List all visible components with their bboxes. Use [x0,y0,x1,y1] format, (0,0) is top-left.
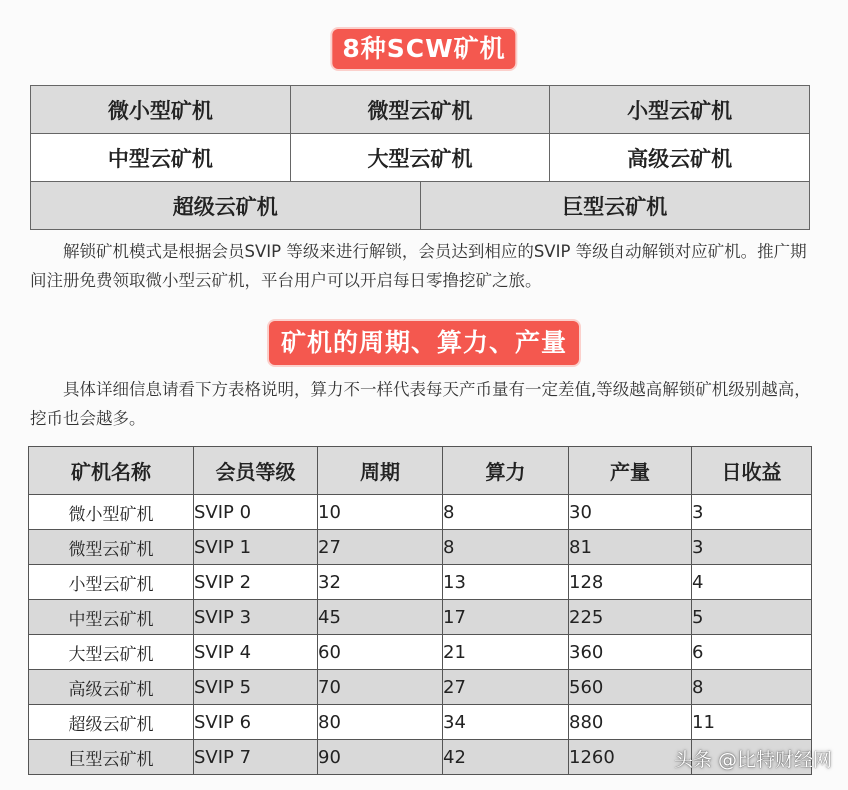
cell-daily-income: 6 [692,635,812,670]
cell-cycle: 60 [318,635,443,670]
cell-member-level: SVIP 1 [194,530,318,565]
cell-miner-name: 小型云矿机 [29,565,194,600]
grid-cell-giant: 巨型云矿机 [420,182,810,229]
cell-hashrate: 34 [443,705,569,740]
table-description: 具体详细信息请看下方表格说明，算力不一样代表每天产币量有一定差值,等级越高解锁矿机级别越高，挖币也会越多。 [30,380,811,428]
cell-hashrate: 17 [443,600,569,635]
header-member-level: 会员等级 [194,447,318,495]
cell-output: 560 [569,670,692,705]
cell-hashrate: 42 [443,740,569,775]
cell-output: 225 [569,600,692,635]
cell-hashrate: 13 [443,565,569,600]
cell-cycle: 70 [318,670,443,705]
table-row [29,670,812,705]
cell-daily-income: 4 [692,565,812,600]
cell-hashrate: 21 [443,635,569,670]
cell-hashrate: 27 [443,670,569,705]
cell-member-level: SVIP 5 [194,670,318,705]
cell-miner-name: 高级云矿机 [29,670,194,705]
cell-member-level: SVIP 2 [194,565,318,600]
grid-row-2 [31,133,809,181]
cell-member-level: SVIP 6 [194,705,318,740]
cell-member-level: SVIP 0 [194,495,318,530]
cell-daily-income: 8 [692,670,812,705]
cell-output: 128 [569,565,692,600]
table-row [29,530,812,565]
grid-cell-micro-small: 微小型矿机 [31,86,290,133]
table-header-row [29,447,812,495]
cell-cycle: 80 [318,705,443,740]
grid-cell-advanced: 高级云矿机 [549,134,809,181]
cell-member-level: SVIP 4 [194,635,318,670]
cell-member-level: SVIP 3 [194,600,318,635]
table-row [29,495,812,530]
cell-cycle: 27 [318,530,443,565]
cell-hashrate: 8 [443,495,569,530]
grid-cell-small: 小型云矿机 [549,86,809,133]
cell-miner-name: 微小型矿机 [29,495,194,530]
grid-row-3 [31,181,809,229]
cell-cycle: 45 [318,600,443,635]
cell-output: 81 [569,530,692,565]
cell-miner-name: 超级云矿机 [29,705,194,740]
grid-cell-large: 大型云矿机 [290,134,550,181]
cell-cycle: 10 [318,495,443,530]
watermark-attribution: 头条 @比特财经网 [673,749,832,771]
cell-daily-income: 3 [692,495,812,530]
cell-output: 880 [569,705,692,740]
header-miner-name: 矿机名称 [29,447,194,495]
header-daily-income: 日收益 [692,447,812,495]
miner-specs-table [28,446,812,775]
cell-cycle: 32 [318,565,443,600]
header-output: 产量 [569,447,692,495]
grid-row-1 [31,86,809,133]
cell-daily-income: 11 [692,705,812,740]
cell-output: 1260 [569,740,692,775]
cell-miner-name: 微型云矿机 [29,530,194,565]
cell-hashrate: 8 [443,530,569,565]
cell-miner-name: 巨型云矿机 [29,740,194,775]
cell-member-level: SVIP 7 [194,740,318,775]
header-cycle: 周期 [318,447,443,495]
grid-cell-super: 超级云矿机 [31,182,420,229]
table-row [29,600,812,635]
table-row [29,635,812,670]
table-row [29,705,812,740]
grid-cell-micro: 微型云矿机 [290,86,550,133]
unlock-description: 解锁矿机模式是根据会员SVIP 等级来进行解锁，会员达到相应的SVIP 等级自动解锁对应矿机。推广期间注册免费领取微小型云矿机，平台用户可以开启每日零撸挖矿之旅。 [30,242,807,290]
miner-type-grid [30,85,810,230]
section-title-specs: 矿机的周期、算力、产量 [269,321,579,365]
cell-cycle: 90 [318,740,443,775]
table-row [29,565,812,600]
cell-output: 360 [569,635,692,670]
cell-miner-name: 大型云矿机 [29,635,194,670]
header-hashrate: 算力 [443,447,569,495]
cell-miner-name: 中型云矿机 [29,600,194,635]
cell-daily-income: 5 [692,600,812,635]
cell-output: 30 [569,495,692,530]
section-title-miners: 8种SCW矿机 [332,29,515,69]
cell-daily-income: 3 [692,530,812,565]
grid-cell-medium: 中型云矿机 [31,134,290,181]
